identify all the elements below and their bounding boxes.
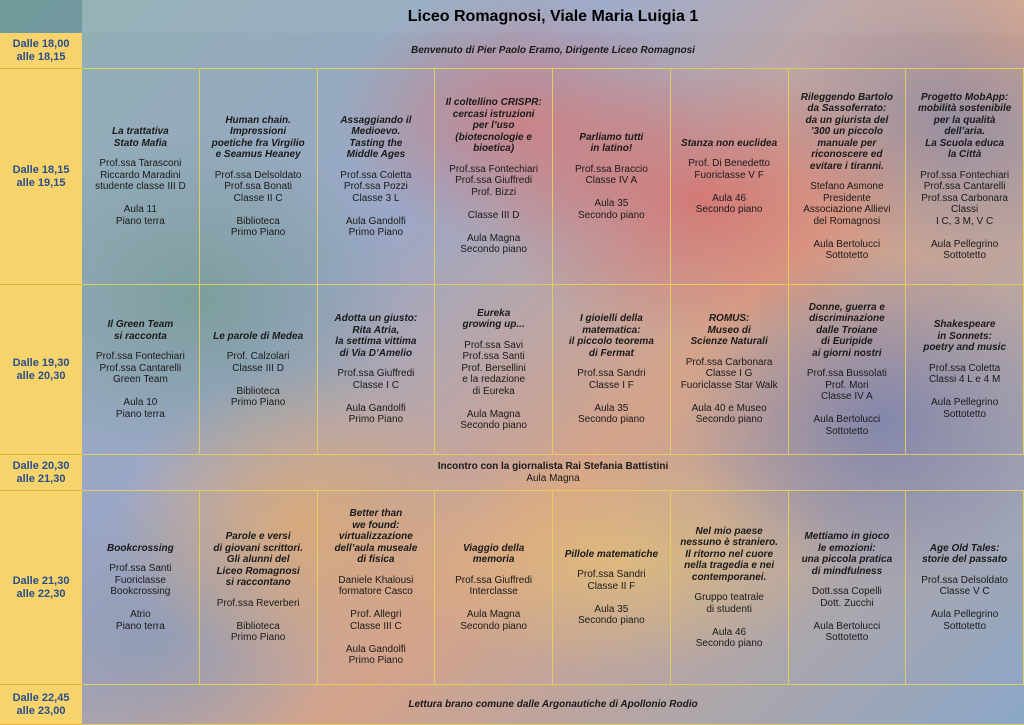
event-cell xyxy=(789,69,907,285)
event-details: Prof.ssa Sandri Classe I F Aula 35 Secondo piano xyxy=(577,368,646,426)
event-cell xyxy=(553,69,671,285)
interlude-row xyxy=(82,455,1024,491)
event-details: Dott.ssa Copelli Dott. Zucchi Aula Bertolucci Sottotetto xyxy=(811,586,882,644)
event-cell xyxy=(200,491,318,685)
event-details: Prof.ssa Coletta Prof.ssa Pozzi Classe 3 L Aula Gandolfi Primo Piano xyxy=(340,169,412,238)
page-title: Liceo Romagnosi, Viale Maria Luigia 1 xyxy=(82,0,1024,33)
event-title: Better than we found: virtualizzazione dell’aula museale di fisica xyxy=(334,508,418,566)
event-details: Prof. Calzolari Classe III D Biblioteca Primo Piano xyxy=(226,351,290,408)
interlude-location: Aula Magna xyxy=(526,472,580,484)
event-cell xyxy=(318,491,436,685)
event-cell xyxy=(435,285,553,455)
time-slot-1: Dalle 18,00 alle 18,15 xyxy=(0,33,82,69)
event-title: Il coltellino CRISPR: cercasi istruzioni per l’uso (biotecnologie e bioetica) xyxy=(445,97,542,155)
event-title: Il Green Team si racconta xyxy=(107,319,174,342)
event-cell xyxy=(671,491,789,685)
event-title: I gioielli della matematica: il piccolo teorema di Fermat xyxy=(568,313,654,359)
time-slot-4: Dalle 20,30 alle 21,30 xyxy=(0,455,82,491)
event-details: Prof.ssa Savi Prof.ssa Santi Prof. Bersellini e la redazione di Eureka Aula Magna Secondo piano xyxy=(460,339,527,431)
event-title: Le parole di Medea xyxy=(213,330,304,342)
event-title: Pillole matematiche xyxy=(564,548,659,560)
event-cell xyxy=(435,69,553,285)
event-cell xyxy=(200,285,318,455)
event-details: Prof.ssa Fontechiari Prof.ssa Cantarelli Green Team Aula 10 Piano terra xyxy=(95,351,185,420)
event-title: ROMUS: Museo di Scienze Naturali xyxy=(690,313,768,348)
event-cell xyxy=(789,491,907,685)
event-title: Progetto MobApp: mobilità sostenibile per la qualità dell’aria. La Scuola educa la Città xyxy=(917,91,1012,160)
event-cell xyxy=(906,491,1024,685)
time-slot-3: Dalle 19,30 alle 20,30 xyxy=(0,285,82,455)
event-details: Prof.ssa Tarasconi Riccardo Maradini studente classe III D Aula 11 Piano terra xyxy=(95,158,186,227)
event-cell xyxy=(435,491,553,685)
opening-title: Benvenuto di Pier Paolo Eramo, Dirigente Liceo Romagnosi xyxy=(411,44,695,56)
event-title: Donne, guerra e discriminazione dalle Troiane di Euripide ai giorni nostri xyxy=(808,301,885,359)
event-title: Viaggio della memoria xyxy=(462,542,525,566)
event-cell xyxy=(671,69,789,285)
event-title: Assaggiando il Medioevo. Tasting the Middle Ages xyxy=(340,114,412,160)
event-details: Prof.ssa Carbonara Classe I G Fuoriclasse Star Walk Aula 40 e Museo Secondo piano xyxy=(680,356,778,426)
event-cell xyxy=(200,69,318,285)
event-title: Bookcrossing xyxy=(107,542,174,554)
event-title: La trattativa Stato Mafia xyxy=(112,126,169,149)
event-details: Prof.ssa Santi Fuoriclasse Bookcrossing Atrio Piano terra xyxy=(109,563,172,632)
event-details: Prof.ssa Sandri Classe II F Aula 35 Secondo piano xyxy=(577,569,646,626)
event-title: Parliamo tutti in latino! xyxy=(579,131,644,155)
event-cell xyxy=(82,491,200,685)
event-details: Daniele Khalousi formatore Casco Prof. Allegri Classe III C Aula Gandolfi Primo Piano xyxy=(338,574,414,667)
event-cell xyxy=(906,285,1024,455)
event-cell xyxy=(318,69,436,285)
event-details: Prof.ssa Bussolati Prof. Mori Classe IV A Aula Bertolucci Sottotetto xyxy=(806,368,887,437)
time-slot-5: Dalle 21,30 alle 22,30 xyxy=(0,491,82,685)
event-title: Rileggendo Bartolo da Sassoferrato: da un giurista del ’300 un piccolo manuale per riconoscere ed evitare i tiranni. xyxy=(800,91,893,172)
event-details: Stefano Asmone Presidente Associazione Allievi del Romagnosi Aula Bertolucci Sottotetto xyxy=(803,181,891,261)
event-details: Gruppo teatrale di studenti Aula 46 Secondo piano xyxy=(694,592,764,649)
event-details: Prof.ssa Giuffredi Classe I C Aula Gandolfi Primo Piano xyxy=(337,368,415,426)
schedule-grid xyxy=(0,33,1024,725)
event-title: Stanza non euclidea xyxy=(681,137,778,149)
event-details: Prof.ssa Coletta Classi 4 L e 4 M Aula Pellegrino Sottotetto xyxy=(928,362,1001,420)
event-details: Prof.ssa Reverberi Biblioteca Primo Piano xyxy=(216,597,300,644)
event-title: Adotta un giusto: Rita Atria, la settima vittima di Via D’Amelio xyxy=(334,313,418,359)
opening-row xyxy=(82,33,1024,69)
interlude-title: Incontro con la giornalista Rai Stefania Battistini xyxy=(437,460,669,472)
event-cell xyxy=(82,285,200,455)
event-details: Prof.ssa Fontechiari Prof.ssa Giuffredi Prof. Bizzi Classe III D Aula Magna Secondo piano xyxy=(449,163,539,256)
closing-row xyxy=(82,685,1024,725)
event-title: Eureka growing up... xyxy=(462,307,525,330)
event-title: Nel mio paese nessuno è straniero. Il ritorno nel cuore nella tragedia e nei contemporanei. xyxy=(680,525,779,583)
event-cell xyxy=(82,69,200,285)
event-cell xyxy=(789,285,907,455)
event-title: Shakespeare in Sonnets: poetry and music xyxy=(923,319,1007,353)
event-details: Prof.ssa Fontechiari Prof.ssa Cantarelli Prof.ssa Carbonara Classi I C, 3 M, V C Aula Pellegrino Sottotetto xyxy=(920,169,1010,261)
event-title: Age Old Tales: storie del passato xyxy=(922,542,1008,566)
event-details: Prof.ssa Giuffredi Interclasse Aula Magna Secondo piano xyxy=(455,574,533,632)
time-slot-6: Dalle 22,45 alle 23,00 xyxy=(0,685,82,725)
event-title: Parole e versi di giovani scrittori. Gli alunni del Liceo Romagnosi si raccontano xyxy=(213,531,303,589)
event-details: Prof.ssa Braccio Classe IV A Aula 35 Secondo piano xyxy=(574,163,648,221)
event-details: Prof. Di Benedetto Fuoriclasse V F Aula 46 Secondo piano xyxy=(688,158,770,215)
event-cell xyxy=(553,491,671,685)
event-details: Prof.ssa Delsoldato Classe V C Aula Pellegrino Sottotetto xyxy=(921,574,1008,632)
event-cell xyxy=(671,285,789,455)
event-cell xyxy=(318,285,436,455)
event-title: Human chain. Impressioni poetiche fra Virgilio e Seamus Heaney xyxy=(211,114,305,160)
time-slot-2: Dalle 18,15 alle 19,15 xyxy=(0,69,82,285)
closing-title: Lettura brano comune dalle Argonautiche di Apollonio Rodio xyxy=(408,698,698,710)
event-title: Mettiamo in gioco le emozioni: una piccola pratica di mindfulness xyxy=(801,531,893,577)
event-cell xyxy=(906,69,1024,285)
event-details: Prof.ssa Delsoldato Prof.ssa Bonati Classe II C Biblioteca Primo Piano xyxy=(214,169,302,238)
event-cell xyxy=(553,285,671,455)
